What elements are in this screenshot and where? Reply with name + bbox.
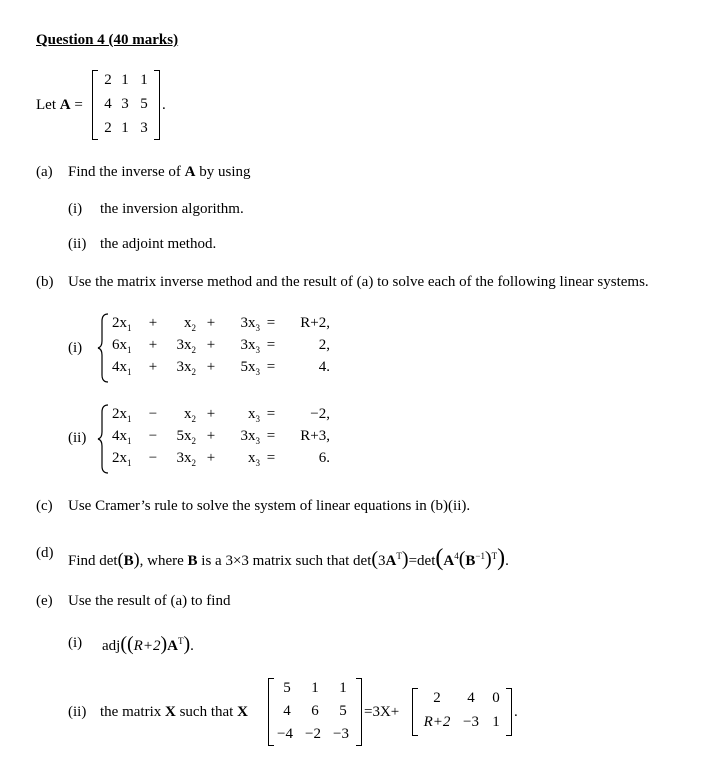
system-term: − — [148, 450, 158, 466]
matrix-n-cell: R+2 — [423, 714, 451, 730]
matrix-a-cell: 4 — [104, 96, 112, 112]
matrix-n-cell: 2 — [433, 690, 441, 706]
system-term: = — [266, 337, 276, 353]
system-term: + — [206, 406, 216, 422]
system-term: $x_3$ — [248, 406, 260, 424]
system-ii-brace — [98, 404, 112, 474]
system-term: 4. — [318, 359, 330, 375]
system-term: $6x_1$ — [112, 337, 132, 355]
system-term: − — [148, 406, 158, 422]
part-d-binv: B — [465, 553, 476, 569]
system-term: + — [206, 315, 216, 331]
part-a-i-text: the inversion algorithm. — [100, 201, 244, 217]
matrix-a-cell: 2 — [104, 120, 112, 136]
matrix-a-cell: 3 — [140, 120, 148, 136]
system-term: −2, — [310, 406, 330, 422]
part-e-i-r: R+2 — [133, 638, 161, 654]
system-term: + — [206, 359, 216, 375]
part-d-b2: B — [187, 553, 198, 569]
part-e-i-expr: $adj((R+2)A^T)$. — [102, 633, 194, 655]
part-a-matrix: A — [184, 164, 196, 180]
matrix-m-cell: 1 — [339, 680, 347, 696]
matrix-a-cell: 5 — [140, 96, 148, 112]
matrix-m-cell: −3 — [333, 726, 349, 742]
system-term: = — [266, 450, 276, 466]
part-e-i-sup-t: T — [177, 636, 184, 646]
system-term: + — [206, 450, 216, 466]
system-term: 2, — [318, 337, 330, 353]
system-term: + — [206, 337, 216, 353]
part-e-text: Use the result of (a) to find — [68, 593, 231, 609]
eq-3x: =3X+ — [364, 704, 400, 720]
system-term: = — [266, 359, 276, 375]
system-term: $3x_3$ — [240, 315, 260, 333]
matrix-a-cell: 1 — [121, 120, 129, 136]
system-term: $x_3$ — [248, 450, 260, 468]
matrix-n-cell: −3 — [463, 714, 479, 730]
part-d-3a: 3A — [378, 553, 397, 569]
part-a-ii-label: (ii) — [68, 236, 87, 252]
matrix-a-cell: 1 — [140, 72, 148, 88]
system-term: $x_2$ — [184, 315, 196, 333]
system-term: $3x_2$ — [176, 450, 196, 468]
part-e-ii-text — [100, 704, 248, 721]
part-d-where: , where — [139, 553, 184, 569]
part-e-ii-such-that: such that — [179, 704, 234, 720]
part-d-text: Find det(B), where B is a 3×3 matrix such that $\det(3A^T)=\det(A^4(B^{-1})^T)$. — [68, 545, 509, 571]
part-e-label: (e) — [36, 593, 53, 609]
part-d-label: (d) — [36, 545, 54, 561]
system-term: = — [266, 428, 276, 444]
system-term: $3x_3$ — [240, 337, 260, 355]
system-term: R+3, — [300, 428, 330, 444]
matrix-m-cell: 5 — [339, 703, 347, 719]
part-d-b: B — [123, 553, 134, 569]
system-term: $5x_3$ — [240, 359, 260, 377]
matrix-n-cell: 4 — [467, 690, 475, 706]
part-d-det: det — [417, 553, 436, 569]
matrix-m-cell: −2 — [305, 726, 321, 742]
part-a-text-post: by using — [199, 164, 251, 180]
part-d-sup4: 4 — [454, 551, 459, 561]
system-term: + — [148, 315, 158, 331]
part-b-label: (b) — [36, 274, 54, 290]
system-ii-label: (ii) — [68, 430, 87, 446]
matrix-m-cell: 6 — [311, 703, 319, 719]
system-term: + — [148, 337, 158, 353]
let-label — [36, 97, 83, 114]
question-heading: Question 4 (40 marks) — [36, 32, 179, 48]
part-d-a4: A — [443, 553, 455, 569]
part-d-find-det: Find det — [68, 553, 118, 569]
system-term: 6. — [318, 450, 330, 466]
system-term: $4x_1$ — [112, 428, 132, 446]
part-e-i-label: (i) — [68, 635, 83, 651]
part-e-ii-x: X — [164, 704, 176, 720]
part-d-sup-t2: T — [491, 551, 498, 561]
system-term: $x_2$ — [184, 406, 196, 424]
part-e-i-adj: adj — [102, 638, 121, 654]
system-term: $2x_1$ — [112, 315, 132, 333]
matrix-m — [268, 678, 362, 746]
system-term: $2x_1$ — [112, 406, 132, 424]
matrix-a-cell: 2 — [104, 72, 112, 88]
system-i-brace — [98, 313, 112, 383]
part-a-ii-text: the adjoint method. — [100, 236, 217, 252]
matrix-m-cell: 5 — [283, 680, 291, 696]
system-term: $5x_2$ — [176, 428, 196, 446]
part-b-text: Use the matrix inverse method and the result of (a) to solve each of the following linear systems. — [68, 274, 649, 290]
period: . — [162, 97, 166, 113]
part-a-text-pre: Find the inverse of — [68, 164, 181, 180]
part-d-such-that: is a 3×3 matrix such that det — [201, 553, 372, 569]
part-e-ii-x2: X — [237, 704, 248, 720]
part-d-sup-t: T — [396, 551, 402, 561]
part-e-ii-the-matrix: the matrix — [100, 704, 162, 720]
part-e-ii-label: (ii) — [68, 704, 87, 720]
part-a-i-label: (i) — [68, 201, 83, 217]
system-term: $3x_3$ — [240, 428, 260, 446]
equals-sign: = — [74, 97, 83, 113]
part-a-text — [68, 164, 251, 181]
matrix-a-name: A — [59, 97, 71, 113]
let-text: Let — [36, 97, 56, 113]
matrix-m-cell: −4 — [277, 726, 293, 742]
system-term: R+2, — [300, 315, 330, 331]
final-period: . — [514, 704, 518, 720]
matrix-m-cell: 1 — [311, 680, 319, 696]
matrix-m-cell: 4 — [283, 703, 291, 719]
system-term: $4x_1$ — [112, 359, 132, 377]
part-c-text: Use Cramer’s rule to solve the system of linear equations in (b)(ii). — [68, 498, 471, 514]
system-term: $3x_2$ — [176, 359, 196, 377]
system-term: + — [148, 359, 158, 375]
part-a-label: (a) — [36, 164, 53, 180]
system-i-label: (i) — [68, 340, 83, 356]
system-term: = — [266, 315, 276, 331]
part-c-label: (c) — [36, 498, 53, 514]
system-term: − — [148, 428, 158, 444]
system-term: + — [206, 428, 216, 444]
matrix-n — [412, 688, 512, 736]
part-d-eq: = — [408, 553, 418, 569]
system-term: $3x_2$ — [176, 337, 196, 355]
matrix-n-cell: 1 — [492, 714, 500, 730]
matrix-a-cell: 1 — [121, 72, 129, 88]
matrix-a — [92, 70, 160, 140]
matrix-n-cell: 0 — [492, 690, 500, 706]
system-term: $2x_1$ — [112, 450, 132, 468]
system-term: = — [266, 406, 276, 422]
part-d-sup-inv: −1 — [475, 551, 485, 561]
part-e-i-a: A — [167, 638, 178, 654]
matrix-a-cell: 3 — [121, 96, 129, 112]
